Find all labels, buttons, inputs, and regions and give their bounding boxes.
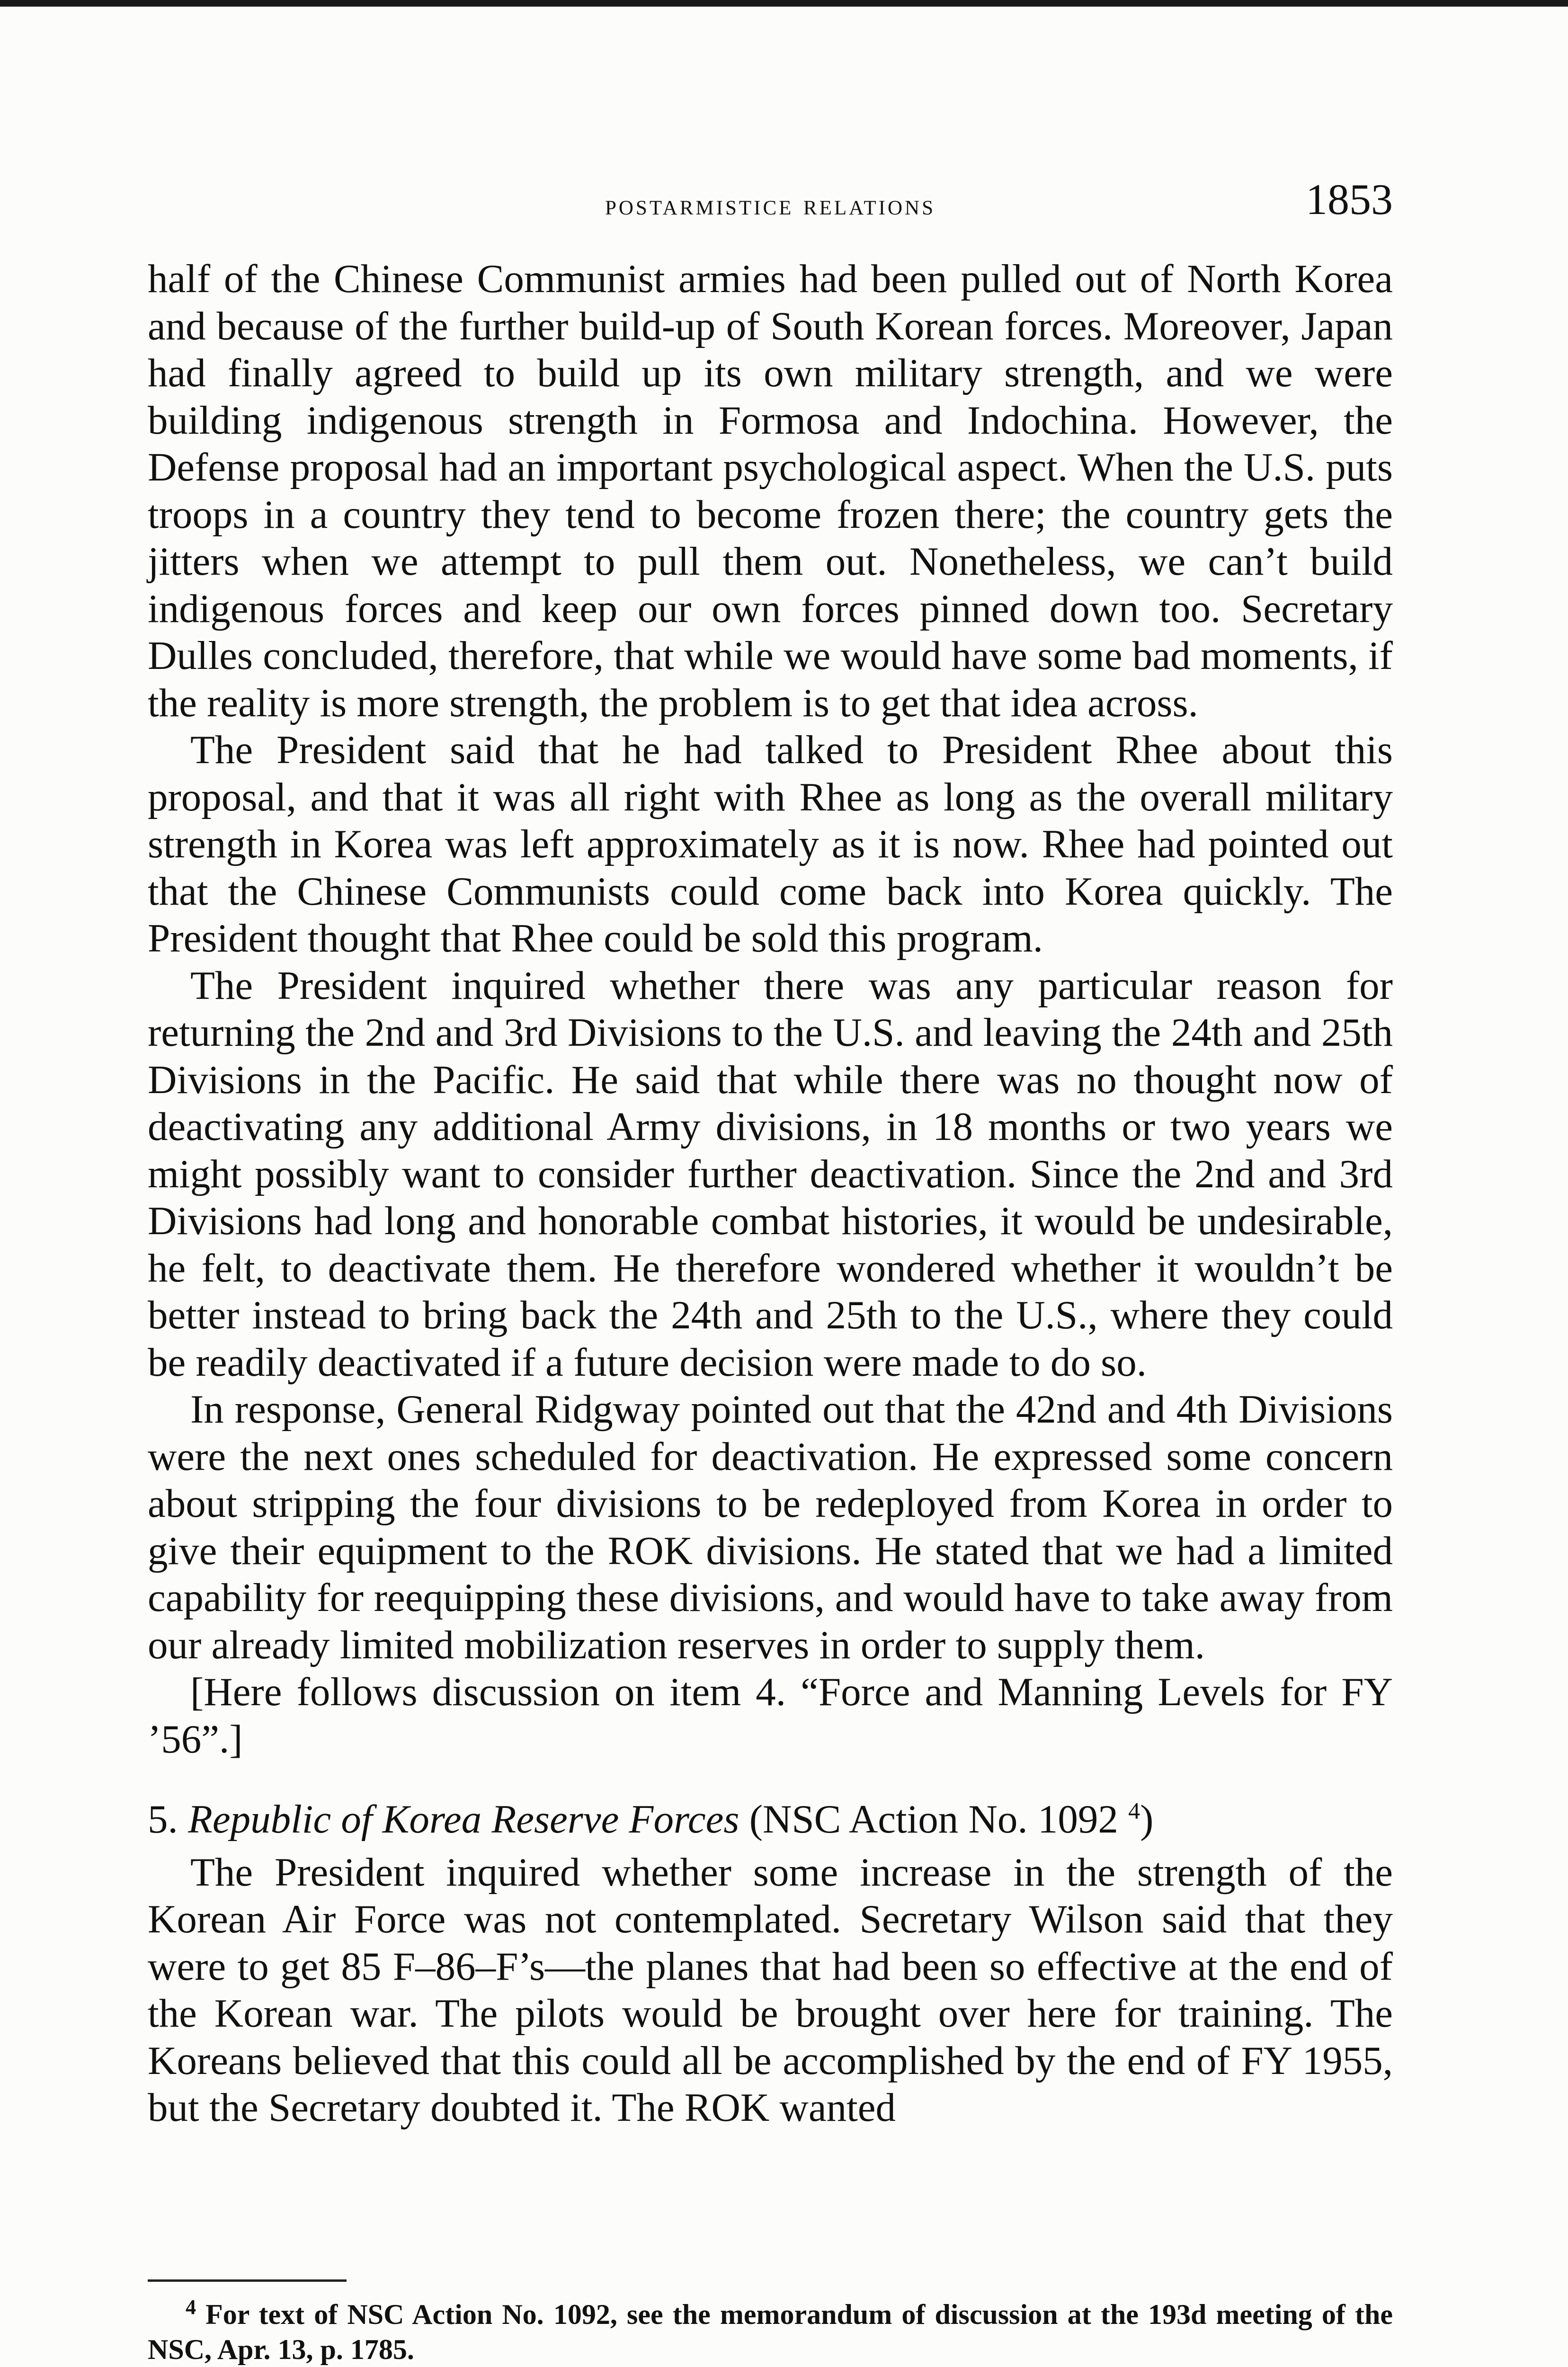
item-heading [148,1796,1393,1843]
running-head [148,174,1393,226]
text-body [148,256,1393,2132]
paragraph-2: The President said that he had talked to President Rhee about this proposal, and that it was all right with Rhee as long as the overall military strength in Korea was left approximately as it is now. Rhee had pointed out that the Chinese Communists could come back into Korea quickly. The President thought that Rhee could be sold this program. [148,728,1393,961]
footnote-number: 4 [186,2296,196,2319]
paragraph-5: [Here follows discussion on item 4. “Force and Manning Levels for FY ’56”.] [148,1670,1393,1762]
footnote-text: For text of NSC Action No. 1092, see the memorandum of discussion at the 193d meeting of the NSC, Apr. 13, p. 1785. [148,2299,1393,2365]
paragraph-4: In response, General Ridgway pointed out that the 42nd and 4th Divisions were the next ones scheduled for deactivation. He expressed some concern about stripping the four divisions to be redeployed from Korea in order to give their equipment to the ROK divisions. He stated that we had a limited capability for reequipping these divisions, and would have to take away from our already limited mobilization reserves in order to supply them. [148,1387,1393,1667]
item-action: (NSC Action No. 1092 [749,1797,1118,1842]
item-number: 5. [148,1797,178,1842]
paragraph-1: half of the Chinese Communist armies had been pulled out of North Korea and because of the further build-up of South Korean forces. Moreover, Japan had finally agreed to build up its own military strength, and we were building indigenous strength in Formosa and Indochina. However, the Defense proposal had an important psychological aspect. When the U.S. puts troops in a country they tend to become frozen there; the country gets the jitters when we attempt to pull them out. Nonetheless, we can’t build indigenous forces and keep our own forces pinned down too. Secretary Dulles concluded, therefore, that while we would have some bad moments, if the reality is more strength, the problem is to get that idea across. [148,257,1393,725]
paragraph-6: The President inquired whether some increase in the strength of the Korean Air Force was not contemplated. Secretary Wilson said that they were to get 85 F–86–F’s—the planes that had been so effective at the end of the Korean war. The pilots would be brought over here for training. The Koreans believed that this could all be accomplished by the end of FY 1955, but the Secretary doubted it. The ROK wanted [148,1850,1393,2130]
page-number: 1853 [1306,175,1393,223]
item-close: ) [1140,1797,1154,1842]
paragraph-3: The President inquired whether there was any particular reason for returning the 2nd and 3rd Divisions to the U.S. and leaving the 24th and 25th Divisions in the Pacific. He said that while there was no thought now of deactivating any additional Army divisions, in 18 months or two years we might possibly want to consider further deactivation. Since the 2nd and 3rd Divisions had long and honorable combat histories, it would be undesirable, he felt, to deactivate them. He therefore wondered whether it wouldn’t be better instead to bring back the 24th and 25th to the U.S., where they could be readily deactivated if a future decision were made to do so. [148,963,1393,1385]
footnote-rule [148,2279,347,2282]
footnote [148,2297,1393,2367]
top-border-rule [0,0,1568,7]
section-title: postarmistice relations [605,189,936,221]
footnote-reference[interactable]: 4 [1128,1797,1140,1824]
item-title: Republic of Korea Reserve Forces [188,1797,739,1842]
